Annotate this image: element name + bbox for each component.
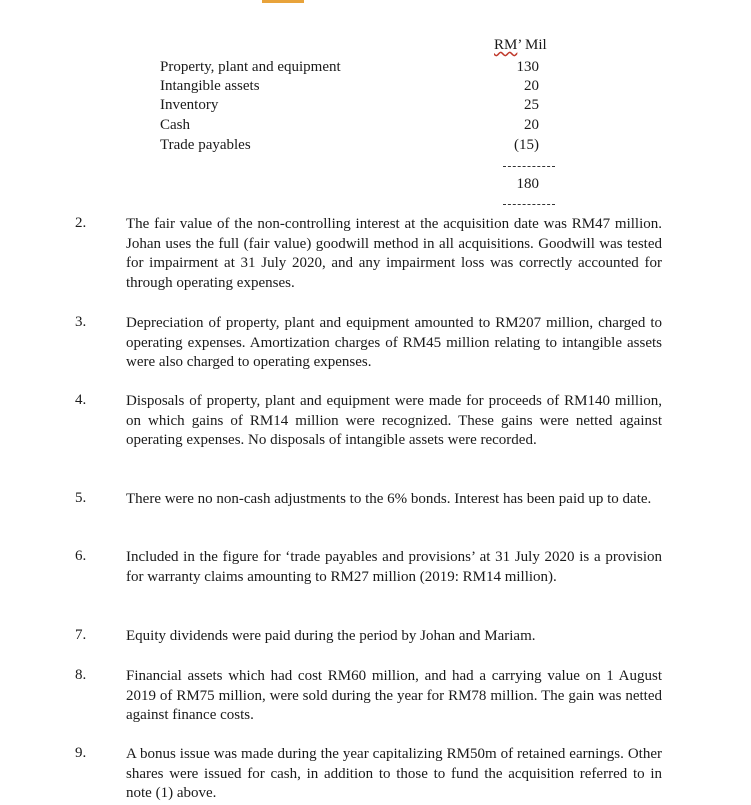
- row-value: 25: [524, 97, 539, 113]
- row-label: Property, plant and equipment: [160, 59, 341, 75]
- note-number: 3.: [75, 314, 87, 330]
- note-text: A bonus issue was made during the year capitalizing RM50m of retained earnings. Other shares were issued for cash, in addition to those to fund the acquisition referred to in note (1) above.: [126, 746, 662, 801]
- table-row: [0, 78, 751, 98]
- row-value: (15): [514, 137, 539, 153]
- net-assets-table: [0, 0, 751, 200]
- note-number: 4.: [75, 392, 87, 408]
- row-label: Inventory: [160, 97, 219, 113]
- column-header-unit: ’ Mil: [517, 37, 547, 53]
- table-row: [0, 97, 751, 117]
- row-value: 130: [516, 59, 539, 75]
- row-value: 20: [524, 78, 539, 94]
- total-dashed-line: [503, 204, 555, 205]
- table-row: [0, 59, 751, 79]
- note-number: 7.: [75, 627, 87, 643]
- table-row: [0, 117, 751, 137]
- note-text: There were no non-cash adjustments to the 6% bonds. Interest has been paid up to date.: [126, 491, 652, 507]
- note-number: 5.: [75, 490, 87, 506]
- note-text: The fair value of the non-controlling interest at the acquisition date was RM47 million. Johan uses the full (fair value) goodwill method in all acquisitions. Goodwill was tested for impairment at 31 July 2020, and any impairment loss was correctly accounted for through operating expenses.: [126, 216, 662, 291]
- row-label: Intangible assets: [160, 78, 260, 94]
- column-header-rm: RM: [494, 37, 518, 53]
- note-text: Equity dividends were paid during the period by Johan and Mariam.: [126, 628, 536, 644]
- note-text: Depreciation of property, plant and equipment amounted to RM207 million, charged to operating expenses. Amortization charges of RM45 million relating to intangible assets were also charged to operating expenses.: [126, 315, 662, 370]
- note-number: 9.: [75, 745, 87, 761]
- note-text: Financial assets which had cost RM60 million, and had a carrying value on 1 August 2019 of RM75 million, were sold during the year for RM78 million. The gain was netted against finance costs.: [126, 668, 662, 723]
- row-label: Cash: [160, 117, 190, 133]
- note-number: 2.: [75, 215, 87, 231]
- note-text: Disposals of property, plant and equipment were made for proceeds of RM140 million, on which gains of RM14 million were recognized. These gains were netted against operating expenses. No disposals of intangible assets were recorded.: [126, 393, 662, 448]
- subtotal-dashed-line: [503, 166, 555, 167]
- row-value: 20: [524, 117, 539, 133]
- note-number: 6.: [75, 548, 87, 564]
- note-number: 8.: [75, 667, 87, 683]
- table-row: [0, 137, 751, 157]
- note-text: Included in the figure for ‘trade payables and provisions’ at 31 July 2020 is a provision for warranty claims amounting to RM27 million (2019: RM14 million).: [126, 549, 662, 585]
- row-label: Trade payables: [160, 137, 251, 153]
- column-header-rm-mil: [494, 37, 547, 54]
- table-total: 180: [516, 176, 539, 192]
